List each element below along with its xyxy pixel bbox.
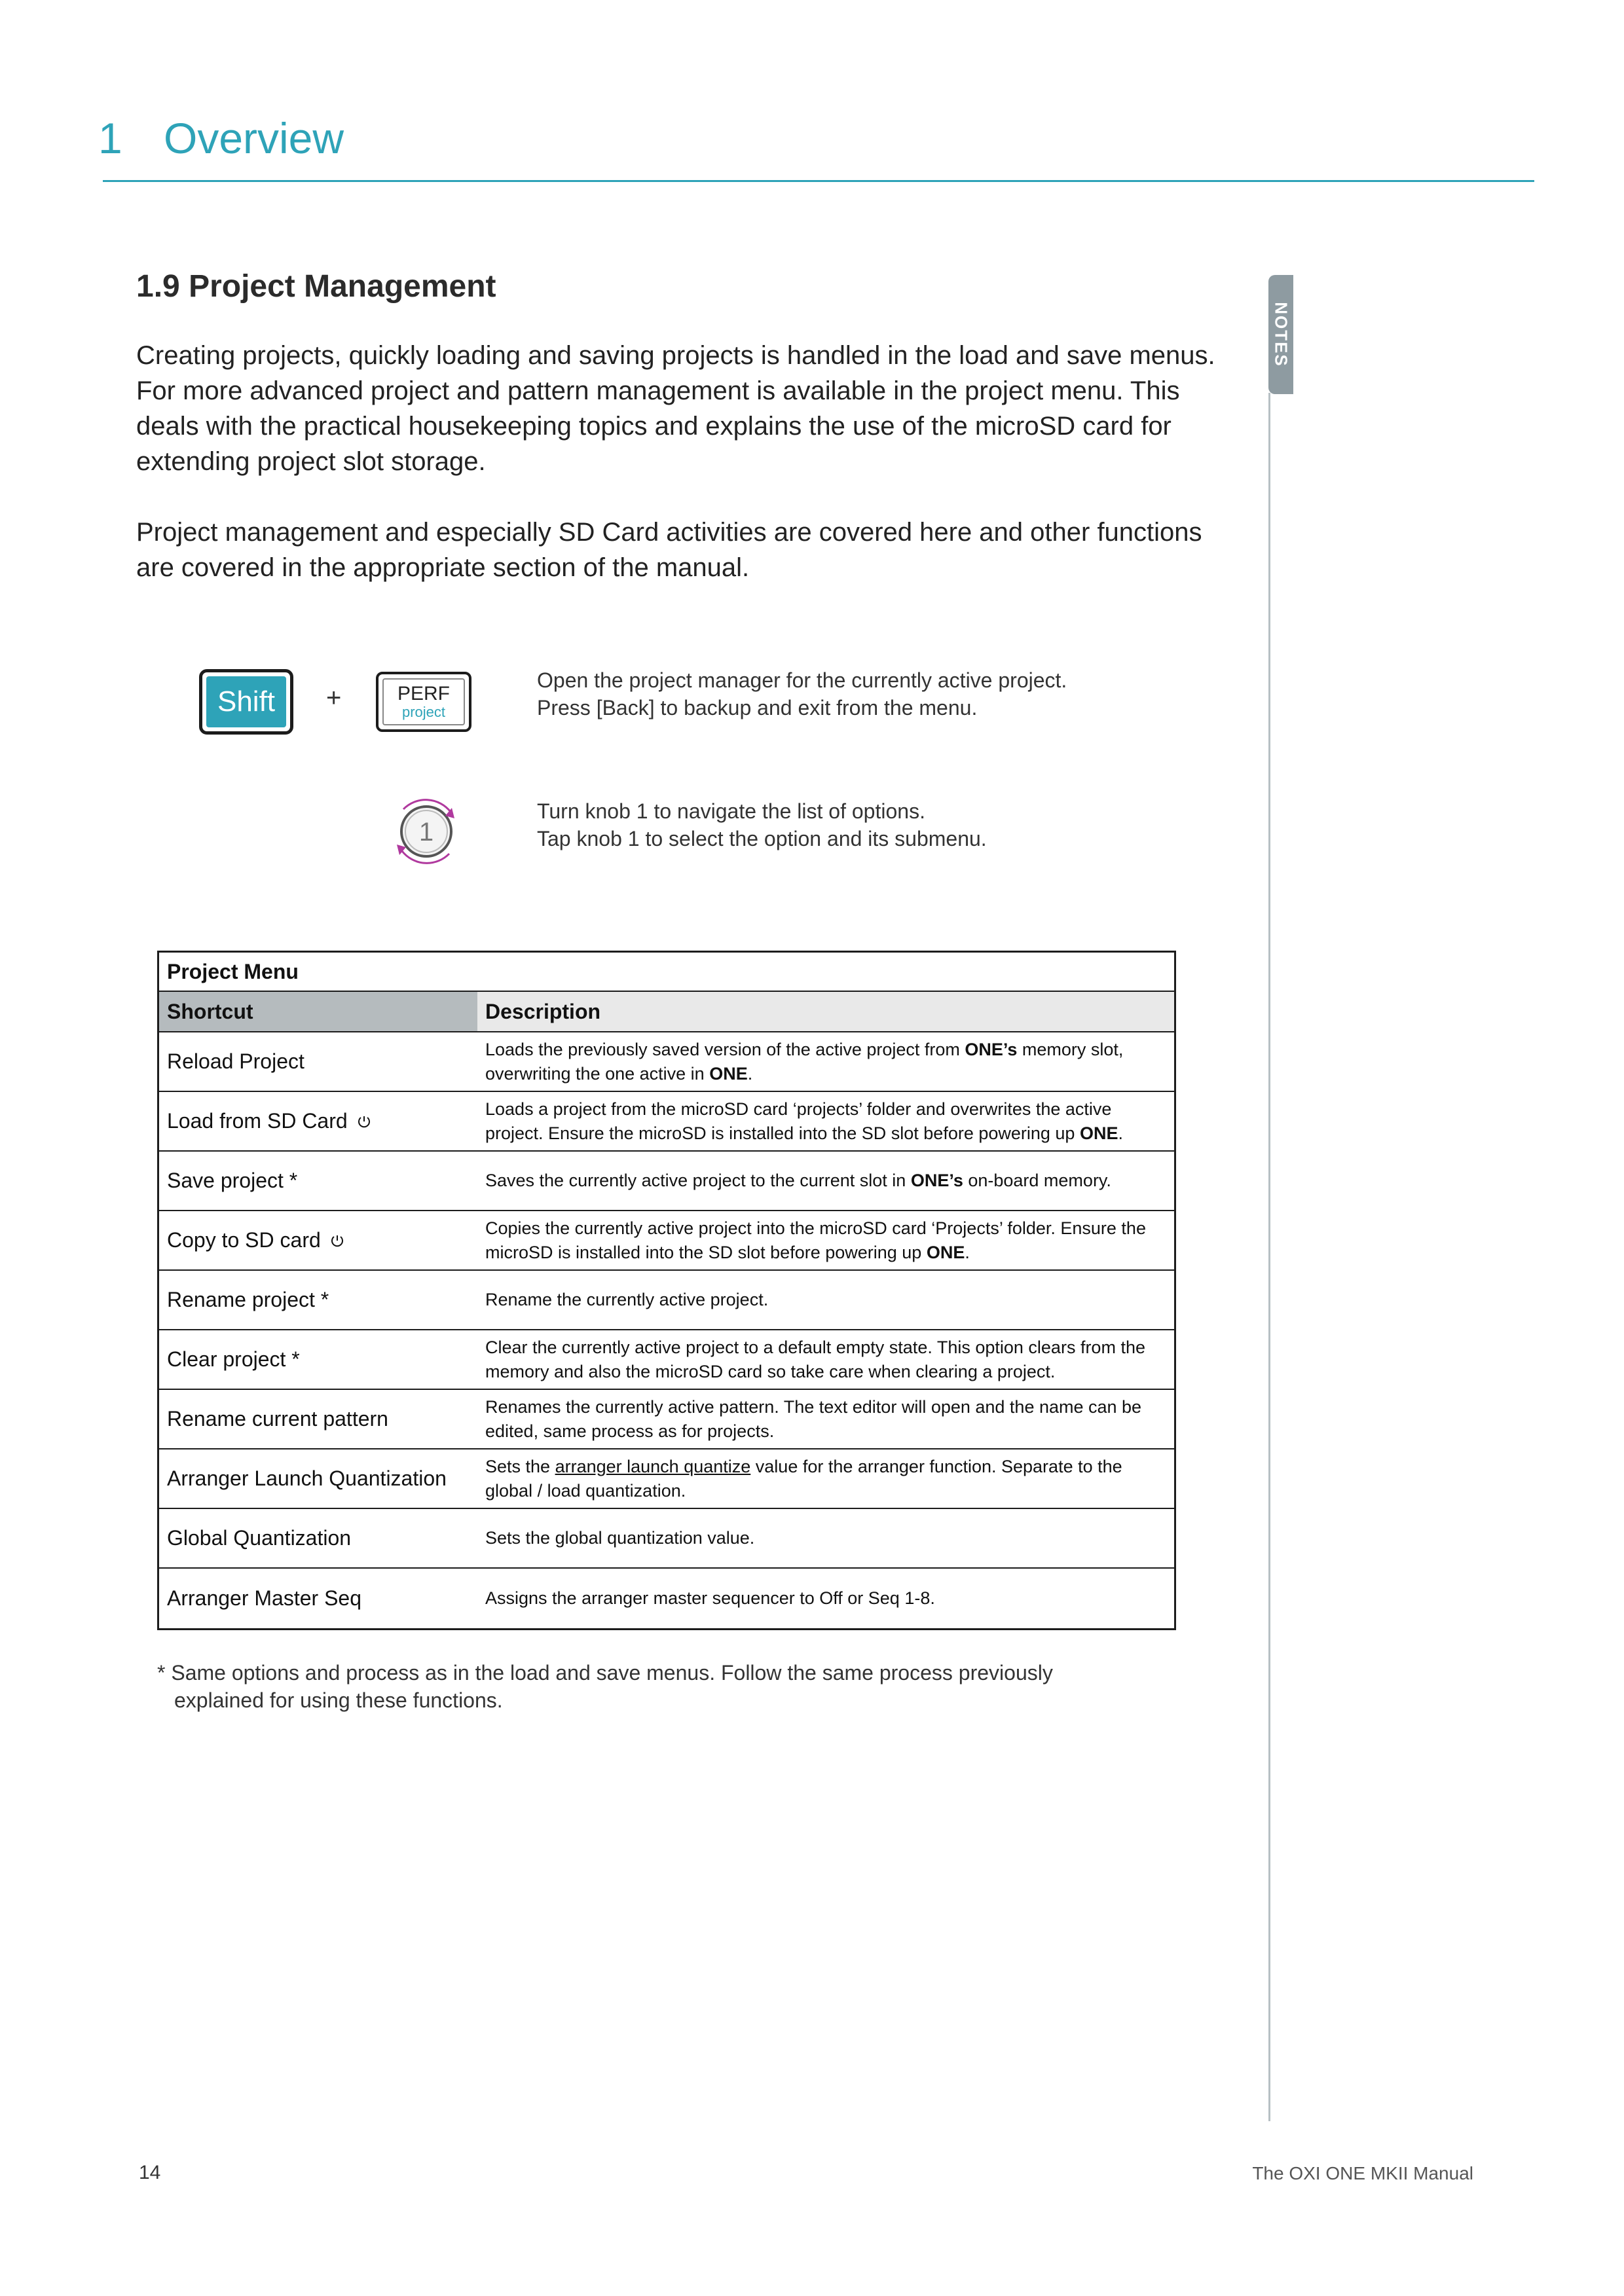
scope-paragraph: Project management and especially SD Card activities are covered here and other functions are covered in the appropriate section of the manual. bbox=[136, 518, 1202, 582]
power-cycle-icon bbox=[357, 1114, 371, 1129]
description-cell: Assigns the arranger master sequencer to Off or Seq 1-8. bbox=[485, 1588, 935, 1608]
table-row bbox=[159, 1152, 1174, 1211]
header-shortcut: Shortcut bbox=[159, 992, 477, 1031]
table-header-row bbox=[159, 992, 1174, 1032]
shortcut-cell: Rename project * bbox=[167, 1288, 329, 1311]
shortcut-cell: Global Quantization bbox=[167, 1526, 352, 1550]
shift-key-label: Shift bbox=[206, 676, 286, 727]
knob-number: 1 bbox=[418, 818, 434, 847]
shortcut-cell: Rename current pattern bbox=[167, 1407, 388, 1430]
description-cell: Renames the currently active pattern. The text editor will open and the name can be edited, same process as for projects. bbox=[485, 1396, 1142, 1441]
power-cycle-icon bbox=[330, 1233, 344, 1248]
shortcut-cell: Save project * bbox=[167, 1169, 298, 1192]
notes-label: NOTES bbox=[1271, 302, 1291, 367]
table-row bbox=[159, 1509, 1174, 1569]
shortcut-cell: Arranger Master Seq bbox=[167, 1586, 362, 1610]
shortcut-cell: Reload Project bbox=[167, 1049, 304, 1073]
table-row bbox=[159, 1390, 1174, 1449]
plus-sign: + bbox=[326, 683, 342, 712]
table-row bbox=[159, 1449, 1174, 1509]
description-cell: Sets the global quantization value. bbox=[485, 1528, 755, 1548]
chapter-divider bbox=[103, 180, 1534, 182]
shift-key-icon bbox=[199, 669, 293, 735]
chapter-number: 1 bbox=[98, 114, 122, 162]
notes-margin-line bbox=[1268, 393, 1270, 2121]
shortcut-cell: Load from SD Card bbox=[159, 1092, 477, 1150]
key-combo-instructions bbox=[537, 666, 1225, 721]
notes-tab bbox=[1268, 275, 1293, 394]
description-cell: Loads a project from the microSD card ‘projects’ folder and overwrites the active project. Ensure the microSD is installed into the SD slot before powering up ONE. bbox=[485, 1099, 1123, 1143]
description-cell: Sets the arranger launch quantize value for the arranger function. Separate to the global / load quantization. bbox=[485, 1456, 1122, 1501]
footnote-line-1: * Same options and process as in the load and save menus. Follow the same process previously bbox=[157, 1661, 1053, 1685]
knob-instructions bbox=[537, 797, 1225, 852]
description-cell: Copies the currently active project into the microSD card ‘Projects’ folder. Ensure the microSD is installed into the SD slot before powering up ONE. bbox=[485, 1218, 1146, 1262]
description-cell: Loads the previously saved version of the active project from ONE’s memory slot, overwriting the one active in ONE. bbox=[485, 1039, 1124, 1084]
header-description: Description bbox=[477, 992, 1174, 1031]
section-title: 1.9 Project Management bbox=[136, 269, 496, 304]
table-row bbox=[159, 1211, 1174, 1271]
project-menu-table bbox=[157, 951, 1176, 1630]
footnote bbox=[157, 1659, 1205, 1714]
perf-key-icon bbox=[376, 672, 471, 732]
shortcut-cell: Copy to SD card bbox=[159, 1211, 477, 1269]
page-number: 14 bbox=[139, 2162, 161, 2183]
table-row bbox=[159, 1330, 1174, 1390]
description-cell: Rename the currently active project. bbox=[485, 1290, 769, 1309]
table-row bbox=[159, 1092, 1174, 1152]
table-row bbox=[159, 1271, 1174, 1330]
chapter-heading bbox=[98, 114, 344, 162]
knob-line-2: Tap knob 1 to select the option and its submenu. bbox=[537, 827, 987, 850]
description-cell: Clear the currently active project to a default empty state. This option clears from the memory and also the microSD card so take care when clearing a project. bbox=[485, 1337, 1145, 1381]
perf-key-label: PERF bbox=[397, 683, 450, 704]
footnote-line-2: explained for using these functions. bbox=[174, 1688, 503, 1712]
table-row bbox=[159, 1032, 1174, 1092]
description-cell: Saves the currently active project to the current slot in ONE’s on-board memory. bbox=[485, 1171, 1111, 1190]
perf-key-sublabel: project bbox=[401, 704, 446, 720]
knob-1-icon bbox=[384, 792, 469, 871]
key-combo-line-2: Press [Back] to backup and exit from the menu. bbox=[537, 696, 978, 720]
knob-line-1: Turn knob 1 to navigate the list of options. bbox=[537, 799, 925, 823]
arranger-quantize-link-text: arranger launch quantize bbox=[555, 1456, 751, 1476]
key-combo-line-1: Open the project manager for the currently active project. bbox=[537, 668, 1067, 692]
shortcut-cell: Arranger Launch Quantization bbox=[167, 1467, 447, 1490]
manual-title: The OXI ONE MKII Manual bbox=[1252, 2163, 1473, 2183]
table-row bbox=[159, 1569, 1174, 1628]
table-caption: Project Menu bbox=[159, 953, 1174, 992]
chapter-title: Overview bbox=[164, 114, 344, 162]
intro-paragraph: Creating projects, quickly loading and saving projects is handled in the load and save menus. For more advanced project and pattern management is available in the project menu. This deals with the practical housekeeping topics and explains the use of the microSD card for extending project slot storage. bbox=[136, 341, 1215, 476]
shortcut-cell: Clear project * bbox=[167, 1347, 300, 1371]
